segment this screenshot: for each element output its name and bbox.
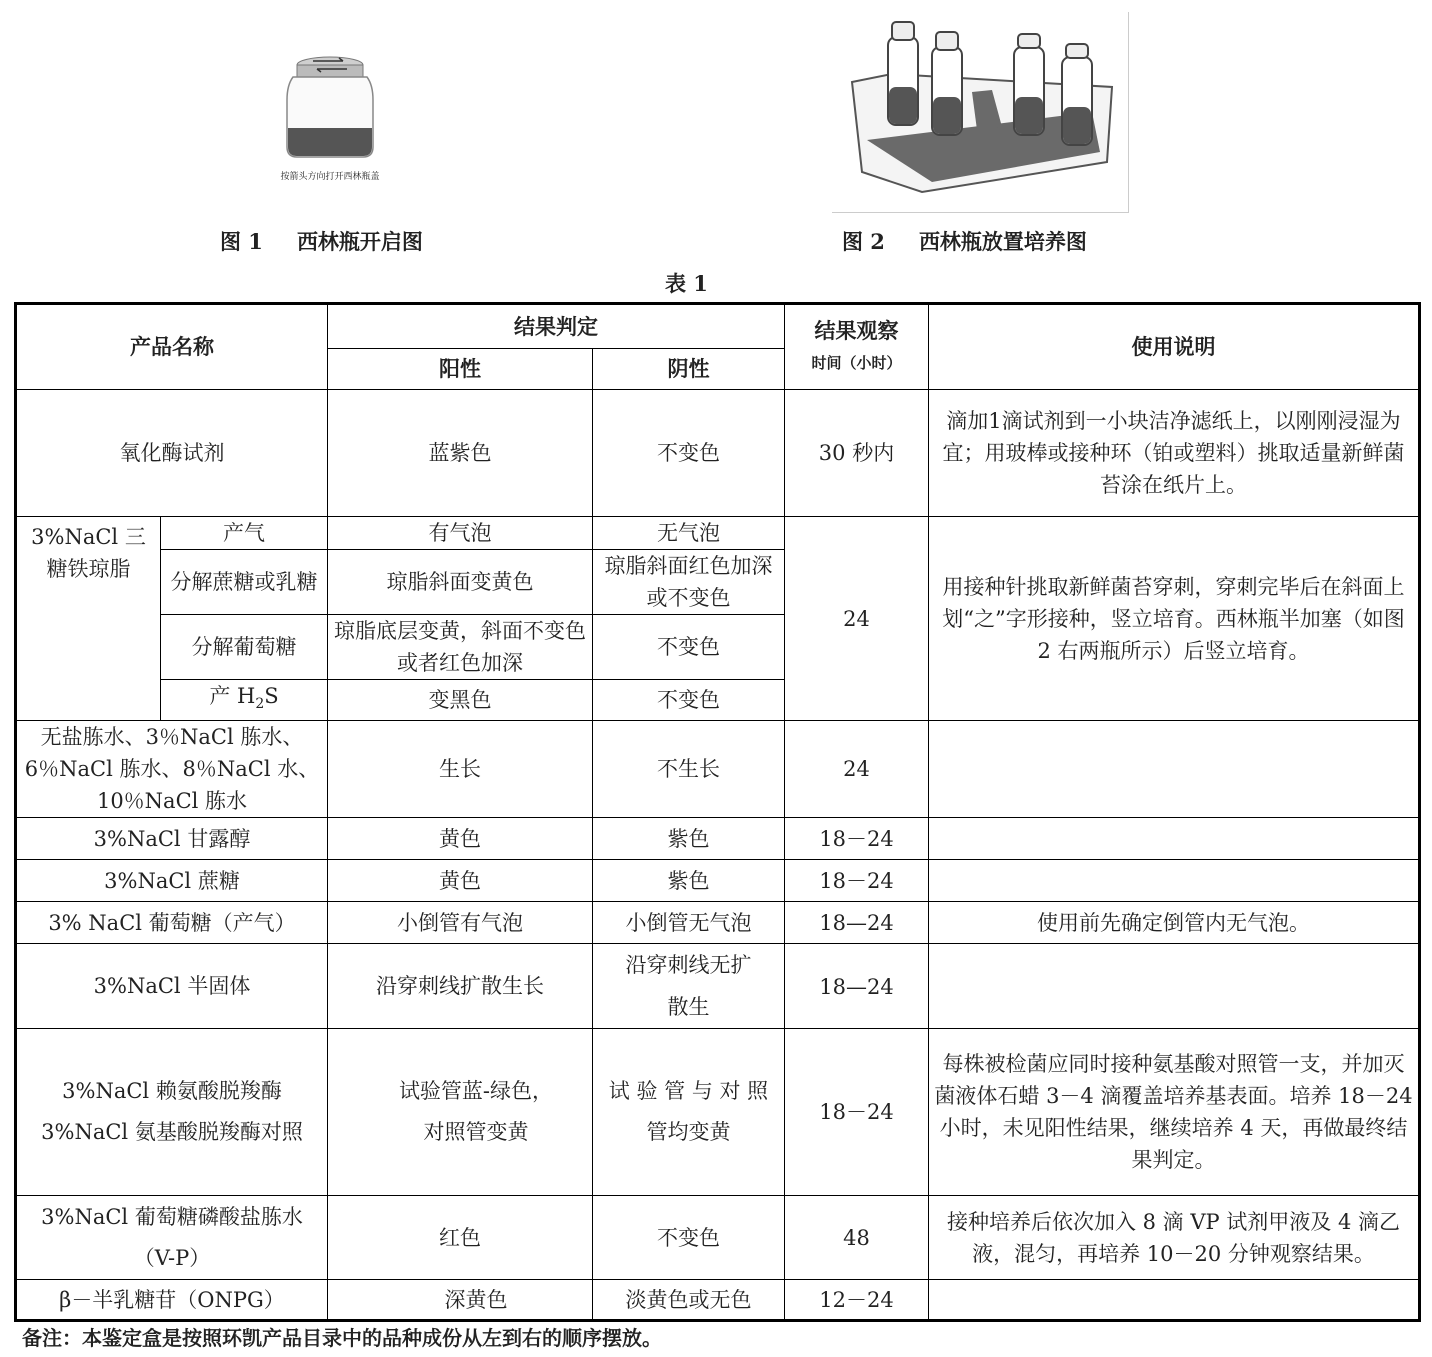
time-cell: 24 <box>785 517 929 721</box>
product-cell <box>16 1029 328 1196</box>
usage-cell <box>929 860 1420 902</box>
usage-cell: 接种培养后依次加入 8 滴 VP 试剂甲液及 4 滴乙液，混匀，再培养 10－20 分钟观察结果。 <box>929 1196 1420 1280</box>
negative-cell: 小倒管无气泡 <box>593 902 785 944</box>
product-line-2: 3%NaCl 氨基酸脱羧酶对照 <box>41 1120 303 1145</box>
h2s-suffix: S <box>264 684 279 708</box>
time-cell: 24 <box>785 721 929 818</box>
time-cell: 18－24 <box>785 818 929 860</box>
table-row <box>16 721 1420 818</box>
vial-instruction-text: 按箭头方向打开西林瓶盖 <box>280 172 380 182</box>
negative-cell: 紫色 <box>593 860 785 902</box>
negative-cell: 不生长 <box>593 721 785 818</box>
table-row <box>16 860 1420 902</box>
vial-rack-figure <box>832 12 1129 213</box>
header-product-name: 产品名称 <box>16 304 328 390</box>
product-cell: β－半乳糖苷（ONPG） <box>16 1280 328 1321</box>
figure-1-number: 图 1 <box>220 229 263 254</box>
header-observation <box>785 304 929 390</box>
figure-2-title: 西林瓶放置培养图 <box>918 229 1087 254</box>
product-cell: 3%NaCl 蔗糖 <box>16 860 328 902</box>
positive-cell: 蓝紫色 <box>328 390 593 517</box>
negative-cell: 无气泡 <box>593 517 785 550</box>
positive-cell: 黄色 <box>328 860 593 902</box>
header-observation-bottom: 时间（小时） <box>811 354 902 372</box>
time-cell: 18—24 <box>785 902 929 944</box>
time-cell: 48 <box>785 1196 929 1280</box>
figure-2-caption <box>842 226 1087 256</box>
negative-cell: 沿穿刺线无扩散生 <box>593 944 785 1029</box>
identification-table <box>14 302 1421 1322</box>
product-cell: 3%NaCl 半固体 <box>16 944 328 1029</box>
h2s-prefix: 产 H <box>209 684 256 708</box>
header-negative: 阴性 <box>593 349 785 390</box>
product-cell: 氧化酶试剂 <box>16 390 328 517</box>
sub-item-cell: 分解葡萄糖 <box>161 615 328 680</box>
negative-cell: 不变色 <box>593 390 785 517</box>
positive-cell: 红色 <box>328 1196 593 1280</box>
header-usage: 使用说明 <box>929 304 1420 390</box>
usage-cell: 每株被检菌应同时接种氨基酸对照管一支，并加灭菌液体石蜡 3－4 滴覆盖培养基表面。培养 18－24 小时，未见阳性结果，继续培养 4 天，再做最终结果判定。 <box>929 1029 1420 1196</box>
product-cell: 3%NaCl 三糖铁琼脂 <box>16 517 161 721</box>
table-row <box>16 944 1420 1029</box>
usage-cell <box>929 944 1420 1029</box>
negative-line-2: 管均变黄 <box>646 1120 731 1145</box>
table-row <box>16 1280 1420 1321</box>
product-cell: 3% NaCl 葡萄糖（产气） <box>16 902 328 944</box>
header-observation-top: 结果观察 <box>814 319 899 343</box>
positive-cell: 生长 <box>328 721 593 818</box>
positive-cell: 琼脂底层变黄，斜面不变色或者红色加深 <box>328 615 593 680</box>
positive-cell: 沿穿刺线扩散生长 <box>328 944 593 1029</box>
usage-cell: 用接种针挑取新鲜菌苔穿刺，穿刺完毕后在斜面上划“之”字形接种，竖立培育。西林瓶半加塞（如图 2 右两瓶所示）后竖立培育。 <box>929 517 1420 721</box>
positive-cell: 黄色 <box>328 818 593 860</box>
table-row <box>16 1196 1420 1280</box>
usage-cell <box>929 721 1420 818</box>
negative-cell: 淡黄色或无色 <box>593 1280 785 1321</box>
time-cell: 18－24 <box>785 860 929 902</box>
product-cell: 3%NaCl 甘露醇 <box>16 818 328 860</box>
sub-item-cell <box>161 680 328 721</box>
negative-cell: 不变色 <box>593 1196 785 1280</box>
negative-cell <box>593 1029 785 1196</box>
figure-2-number: 图 2 <box>842 229 885 254</box>
negative-cell: 不变色 <box>593 615 785 680</box>
usage-cell <box>929 1280 1420 1321</box>
table-title: 表 1 <box>665 271 708 296</box>
negative-cell: 紫色 <box>593 818 785 860</box>
table-row <box>16 517 1420 550</box>
time-cell: 18－24 <box>785 1029 929 1196</box>
table-row <box>16 1029 1420 1196</box>
product-line-1: 3%NaCl 赖氨酸脱羧酶 <box>62 1079 282 1104</box>
usage-cell: 使用前先确定倒管内无气泡。 <box>929 902 1420 944</box>
time-cell: 30 秒内 <box>785 390 929 517</box>
positive-line-1: 试验管蓝-绿色， <box>398 1079 554 1104</box>
product-cell: 无盐胨水、3％NaCl 胨水、6％NaCl 胨水、8％NaCl 水、10％NaCl 胨水 <box>16 721 328 818</box>
negative-line-1: 试 验 管 与 对 照 <box>608 1079 769 1104</box>
usage-cell: 滴加1滴试剂到一小块洁净滤纸上，以刚刚浸湿为宜；用玻棒或接种环（铂或塑料）挑取适量新鲜菌苔涂在纸片上。 <box>929 390 1420 517</box>
positive-cell: 深黄色 <box>328 1280 593 1321</box>
time-cell: 12－24 <box>785 1280 929 1321</box>
positive-cell: 变黑色 <box>328 680 593 721</box>
vial-opening-figure <box>255 45 405 195</box>
table-row <box>16 902 1420 944</box>
positive-cell <box>328 1029 593 1196</box>
figure-1-title: 西林瓶开启图 <box>296 229 423 254</box>
positive-cell: 小倒管有气泡 <box>328 902 593 944</box>
product-cell: 3%NaCl 葡萄糖磷酸盐胨水（V-P） <box>16 1196 328 1280</box>
sub-item-cell: 分解蔗糖或乳糖 <box>161 550 328 615</box>
negative-cell: 琼脂斜面红色加深或不变色 <box>593 550 785 615</box>
table-row <box>16 390 1420 517</box>
negative-cell: 不变色 <box>593 680 785 721</box>
h2s-subscript: 2 <box>255 696 265 713</box>
sub-item-cell: 产气 <box>161 517 328 550</box>
header-judgement: 结果判定 <box>328 304 785 349</box>
positive-cell: 琼脂斜面变黄色 <box>328 550 593 615</box>
table-row <box>16 818 1420 860</box>
footnote: 备注：本鉴定盒是按照环凯产品目录中的品种成份从左到右的顺序摆放。 <box>22 1326 662 1350</box>
figure-1-caption <box>220 226 423 256</box>
header-positive: 阳性 <box>328 349 593 390</box>
positive-line-2: 对照管变黄 <box>423 1120 529 1145</box>
usage-cell <box>929 818 1420 860</box>
time-cell: 18—24 <box>785 944 929 1029</box>
positive-cell: 有气泡 <box>328 517 593 550</box>
